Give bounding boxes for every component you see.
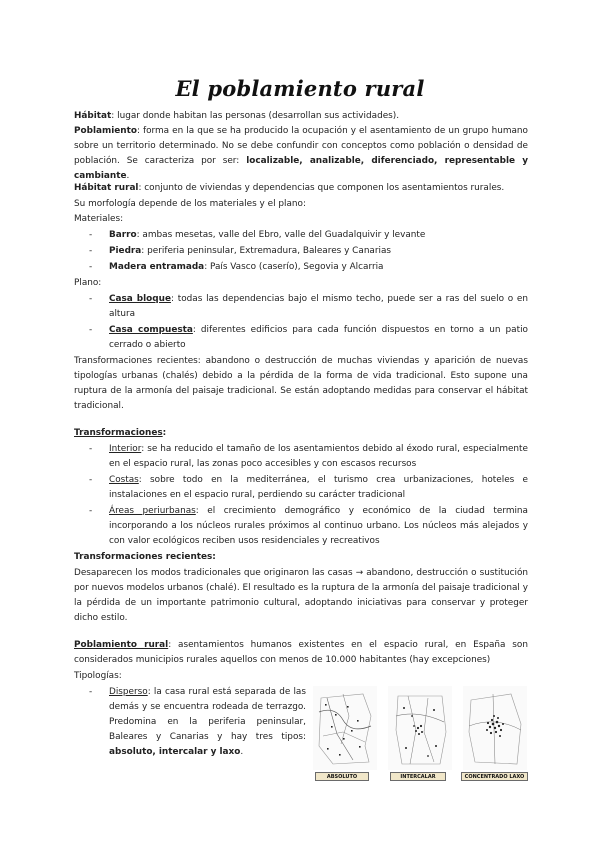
settlement-types-figure [313,686,529,782]
habitat-rural-term: Hábitat rural [74,183,139,193]
list-item: Madera entramada: País Vasco (caserío), Segovia y Alcarria [109,262,384,272]
figure-label: CONCENTRADO LAXO [461,772,528,781]
bullet-dash: - [89,444,93,454]
habitat-definition [74,109,528,124]
habitat-term: Hábitat [74,111,112,121]
habitat-rural-definition: Hábitat rural: conjunto de viviendas y dependencias que componen los asentamientos rurales. [74,183,505,193]
poblamiento-rural-definition: Poblamiento rural: asentamientos humanos existentes en el espacio rural, en España son considerados municipios rurales aquellos con menos de 10.000 habitantes (hay excepciones) [74,640,528,665]
list-item: Disperso: la casa rural está separada de las demás y se encuentra rodeada de terrazgo. Predomina en la periferia peninsular, Baleares y Canarias y hay tres tipos: absoluto, intercalar y laxo. [109,687,306,757]
intercalar-map-drawing [388,686,452,770]
transformaciones-recientes-heading: Transformaciones recientes: [74,552,216,562]
bullet-dash: - [89,506,93,516]
page-title: El poblamiento rural [175,76,425,101]
list-item: Piedra: periferia peninsular, Extremadura, Baleares y Canarias [109,246,392,256]
plano-label: Plano: [74,278,102,288]
bullet-dash: - [89,294,93,304]
bullet-dash: - [89,262,93,272]
bullet-dash: - [89,687,93,697]
habitat-def: : lugar donde habitan las personas (desarrollan sus actividades). [111,111,400,121]
figure-label: INTERCALAR [390,772,446,781]
list-item: Casa compuesta: diferentes edificios para cada función dispuestos en torno a un patio cerrado o abierto [109,325,528,350]
concentrado-laxo-map-drawing [463,686,527,770]
tipologias-label: Tipologías: [74,671,122,681]
figure-label: ABSOLUTO [315,772,369,781]
poblamiento-characteristics: localizable, analizable, diferenciado, representable y cambiante [74,156,528,181]
absoluto-map [313,686,377,770]
list-item: Costas: sobre todo en la mediterránea, el turismo crea urbanizaciones, hoteles e instalaciones en el espacio rural, perdiendo su carácter tradicional [109,475,528,500]
list-item: Casa bloque: todas las dependencias bajo el mismo techo, puede ser a ras del suelo o en altura [109,294,529,319]
morfologia-text: Su morfología depende de los materiales y el plano: [74,199,306,209]
bullet-dash: - [89,325,93,335]
list-item: Barro: ambas mesetas, valle del Ebro, valle del Guadalquivir y levante [109,230,426,240]
transformaciones-recientes-text: Desaparecen los modos tradicionales que originaron las casas → abandono, destrucción o sustitución por nuevos modelos urbanos (chalé). El resultado es la ruptura de la armonía del paisaje tradicional y la pérdida de un importante patrimonio cultural, adoptando iniciativas para conservar y proteger dicho estilo. [74,568,528,623]
absoluto-map-drawing [313,686,377,770]
poblamiento-def: : forma en la que se ha producido la ocupación y el asentamiento de un grupo humano sobre un territorio determinado. No se debe confundir con conceptos como población o densidad de población. Se caracteriza por ser: [74,126,528,166]
transformaciones-heading: Transformaciones: [74,428,167,438]
bullet-dash: - [89,230,93,240]
materiales-label: Materiales: [74,214,124,224]
list-item: Interior: se ha reducido el tamaño de los asentamientos debido al éxodo rural, especialmente en el espacio rural, las zonas poco accesibles y con escasos recursos [109,444,528,469]
habitat-transformaciones-text: Transformaciones recientes: abandono o destrucción de muchas viviendas y aparición de nuevas tipologías urbanas (chalés) debido a la pérdida de la forma de vida tradicional. Esto supone una ruptura de la armonía del paisaje tradicional. Se están adoptando medidas para conservar el hábitat tradicional. [74,356,528,411]
concentrado-laxo-map [463,686,527,770]
intercalar-map [388,686,452,770]
poblamiento-term: Poblamiento [74,126,137,136]
bullet-dash: - [89,246,93,256]
poblamiento-definition: Poblamiento: forma en la que se ha producido la ocupación y el asentamiento de un grupo humano sobre un territorio determinado. No se debe confundir con conceptos como población o densidad de población. Se caracteriza por ser: localizable, analizable, diferenciado, representable y cambiante. [74,126,528,181]
bullet-dash: - [89,475,93,485]
list-item: Áreas periurbanas: el crecimiento demográfico y económico de la ciudad termina incorporando a los núcleos rurales próximos al continuo urbano. Los núcleos más alejados y con valor ecológicos reciben usos residenciales y recreativos [109,506,528,546]
